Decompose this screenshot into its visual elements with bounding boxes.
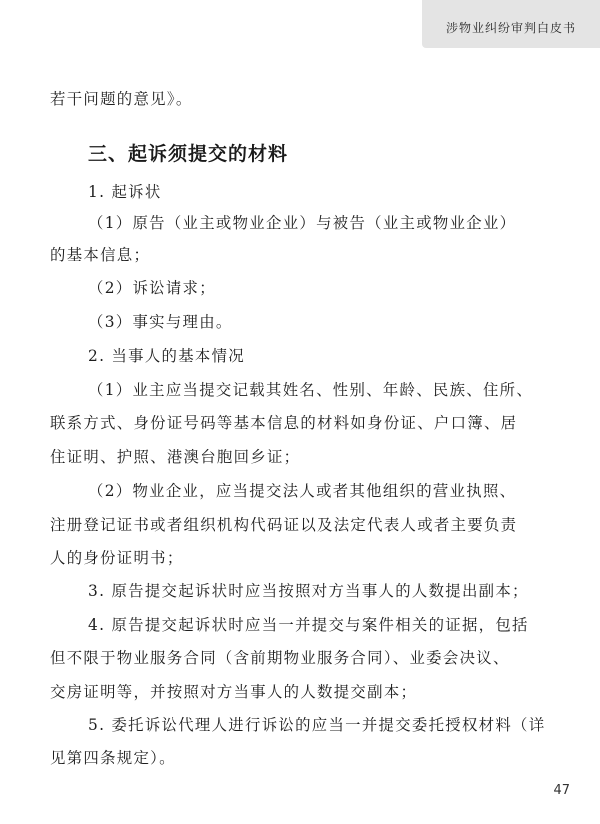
section-heading: 三、起诉须提交的材料 — [88, 143, 289, 165]
text-line: 联系方式、身份证号码等基本信息的材料如身份证、户口簿、居 — [50, 414, 518, 432]
text-line: （2）物业企业，应当提交法人或者其他组织的营业执照、 — [88, 482, 517, 500]
text-line: （1）原告（业主或物业企业）与被告（业主或物业企业） — [88, 214, 517, 232]
text-line: 见第四条规定）。 — [50, 749, 176, 767]
text-line: 2. 当事人的基本情况 — [88, 347, 246, 365]
text-line: （3）事实与理由。 — [88, 313, 233, 331]
text-line: 3. 原告提交起诉状时应当按照对方当事人的人数提出副本； — [88, 582, 529, 600]
text-line: 人的身份证明书； — [50, 549, 184, 567]
text-line: 的基本信息； — [50, 246, 151, 264]
text-line: 1. 起诉状 — [88, 183, 162, 201]
text-line: 交房证明等，并按照对方当事人的人数提交副本； — [50, 683, 418, 701]
text-line: （2）诉讼请求； — [88, 279, 216, 297]
text-line: 4. 原告提交起诉状时应当一并提交与案件相关的证据，包括 — [88, 616, 529, 634]
text-line: （1）业主应当提交记载其姓名、性别、年龄、民族、住所、 — [88, 381, 534, 399]
running-header: 涉物业纠纷审判白皮书 — [445, 21, 576, 35]
text-line: 5. 委托诉讼代理人进行诉讼的应当一并提交委托授权材料（详 — [88, 716, 546, 734]
text-line: 注册登记证书或者组织机构代码证以及法定代表人或者主要负责 — [50, 516, 518, 534]
continuation-line: 若干问题的意见》。 — [50, 90, 193, 108]
page-number: 47 — [553, 783, 570, 798]
text-line: 但不限于物业服务合同（含前期物业服务合同）、业委会决议、 — [50, 649, 510, 667]
text-line: 住证明、护照、港澳台胞回乡证； — [50, 448, 301, 466]
